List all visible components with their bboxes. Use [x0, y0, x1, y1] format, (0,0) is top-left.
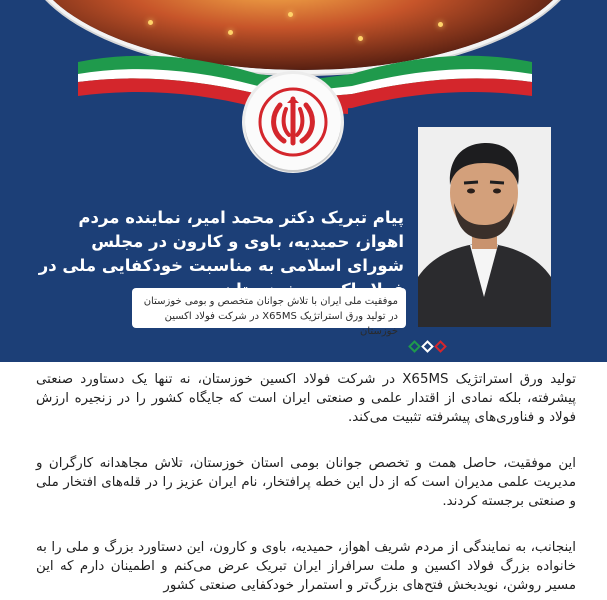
iran-emblem-icon [245, 74, 341, 170]
diamond-icon [434, 340, 447, 353]
page-title: پیام تبریک دکتر محمد امیر، نماینده مردم اهواز، حمیدیه، باوی و کارون در مجلس شورای اسلامی به مناسبت خودکفایی ملی در [38, 208, 404, 275]
diamond-decor [410, 342, 445, 351]
representative-portrait [418, 127, 551, 327]
paragraph: اینجانب، به نمایندگی از مردم شریف اهواز، حمیدیه، باوی و کارون، این دستاورد بزرگ و ملی را به خانواده بزرگ فولاد اکسین و ملت سرافراز ایران تبریک عرض می‌کنم و اطمینان دارم که این مسیر روشن، نویدبخش فتح‌های بزرگ‌تر و استمرار خودکفایی صنعتی کشور [36, 540, 576, 593]
diamond-icon [421, 340, 434, 353]
highlight-box: موفقیت ملی ایران با تلاش جوانان متخصص و بومی خوزستان در تولید ورق استراتژیک X65MS در شرکت فولاد اکسین خوزستان [132, 288, 406, 328]
paragraph: تولید ورق استراتژیک X65MS در شرکت فولاد اکسین خوزستان، نه تنها یک دستاورد صنعتی پیشرفته، بلکه نمادی از اقتدار علمی و صنعتی ایران است که جایگاه کشور را در زنجیره ارزش فولاد و فناوری‌های پیشرفته تثبیت می‌کند. [36, 372, 576, 425]
message-body [0, 362, 607, 600]
diamond-icon [408, 340, 421, 353]
paragraph: این موفقیت، حاصل همت و تخصص جوانان بومی استان خوزستان، تلاش مجاهدانه کارگران و مدیریت علمی مدیران است که از دل این خطه پرافتخار، نام ایران عزیز را در قله‌های افتخار ملی و صنعتی برجسته کردند. [36, 456, 576, 509]
